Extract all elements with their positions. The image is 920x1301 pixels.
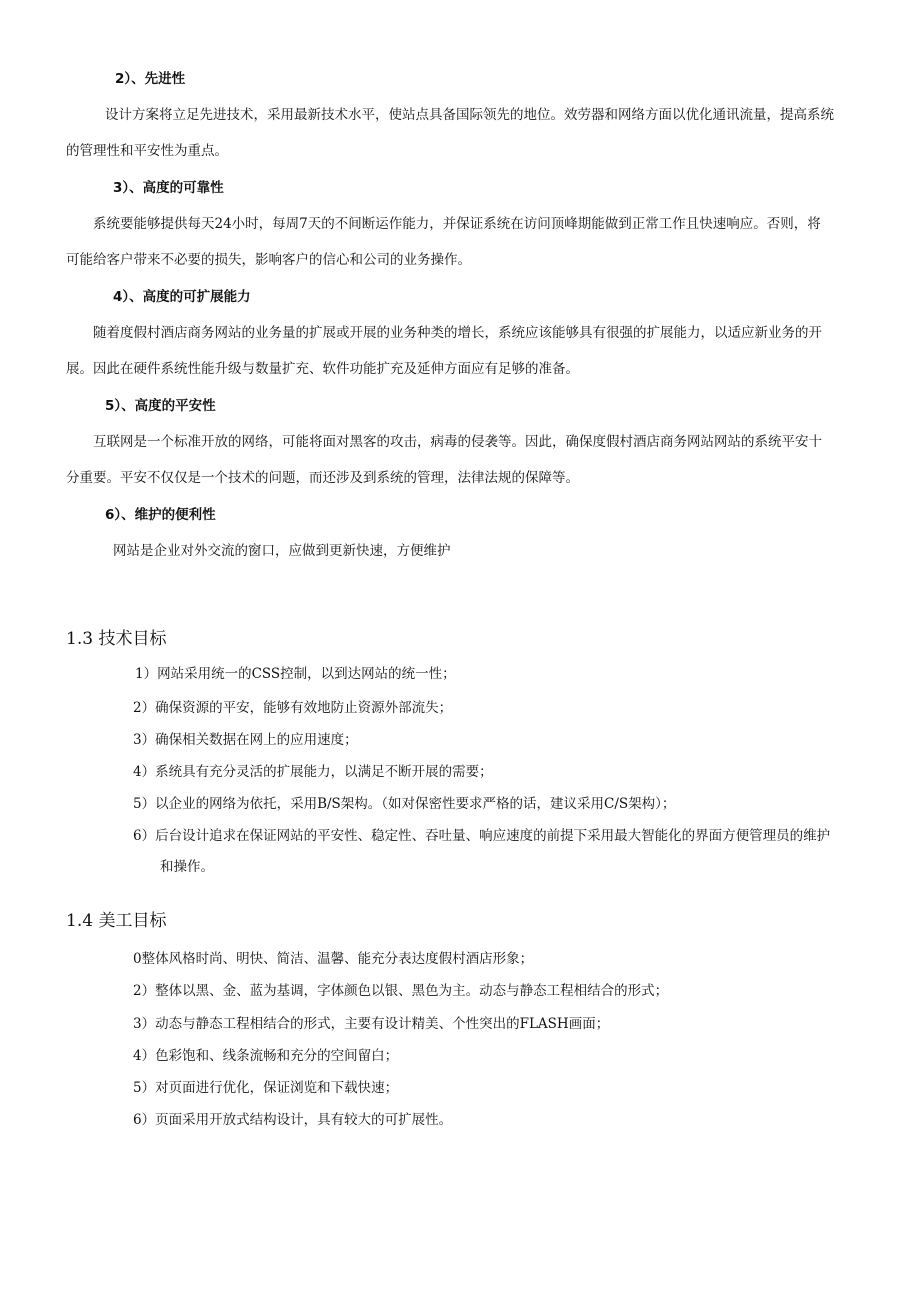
list-item: 5）以企业的网络为依托，采用B/S架构。（如对保密性要求严格的话，建议采用C/S架构）； [133, 796, 676, 812]
list-item: 2）确保资源的平安，能够有效地防止资源外部流失； [133, 700, 453, 716]
paragraph-line: 的管理性和平安性为重点。 [66, 143, 228, 159]
paragraph-line: 设计方案将立足先进技术，采用最新技术水平，使站点具备国际领先的地位。效劳器和网络方面以优化通讯流量，提高系统 [105, 107, 834, 123]
paragraph-line: 系统要能够提供每天24小时，每周7天的不间断运作能力，并保证系统在访问顶峰期能做到正常工作且快速响应。否则，将 [93, 216, 821, 232]
list-item: 3）动态与静态工程相结合的形式，主要有设计精美、个性突出的FLASH画面； [133, 1016, 610, 1032]
item-heading-security: 5）、高度的平安性 [105, 398, 216, 414]
list-item: 6）页面采用开放式结构设计，具有较大的可扩展性。 [133, 1112, 453, 1128]
list-item: 1）网站采用统一的CSS控制，以到达网站的统一性； [135, 666, 456, 682]
list-item: 4）系统具有充分灵活的扩展能力，以满足不断开展的需要； [133, 764, 493, 780]
list-item-continuation: 和操作。 [160, 859, 214, 875]
paragraph-line: 互联网是一个标准开放的网络，可能将面对黑客的攻击，病毒的侵袭等。因此，确保度假村酒店商务网站网站的系统平安十 [93, 434, 822, 450]
paragraph-line: 网站是企业对外交流的窗口，应做到更新快速，方便维护 [113, 543, 451, 559]
list-item: 6）后台设计追求在保证网站的平安性、稳定性、吞吐量、响应速度的前提下采用最大智能化的界面方便管理员的维护 [133, 828, 831, 844]
list-item: 2）整体以黑、金、蓝为基调，字体颜色以银、黑色为主。动态与静态工程相结合的形式； [133, 983, 669, 999]
list-item: 3）确保相关数据在网上的应用速度； [133, 732, 358, 748]
item-heading-maintainability: 6）、维护的便利性 [105, 507, 216, 523]
paragraph-line: 展。因此在硬件系统性能升级与数量扩充、软件功能扩充及延伸方面应有足够的准备。 [66, 361, 579, 377]
item-heading-advanced: 2）、先进性 [115, 71, 186, 87]
list-item: 0整体风格时尚、明快、简洁、温馨、能充分表达度假村酒店形象； [133, 951, 534, 967]
list-item: 5）对页面进行优化，保证浏览和下载快速； [133, 1080, 399, 1096]
paragraph-line: 随着度假村酒店商务网站的业务量的扩展或开展的业务种类的增长，系统应该能够具有很强的扩展能力，以适应新业务的开 [93, 325, 822, 341]
item-heading-scalability: 4）、高度的可扩展能力 [113, 289, 251, 305]
section-title-art: 1.4 美工目标 [66, 911, 167, 931]
paragraph-line: 分重要。平安不仅仅是一个技术的问题，而还涉及到系统的管理，法律法规的保障等。 [66, 470, 579, 486]
item-heading-reliability: 3）、高度的可靠性 [113, 180, 224, 196]
list-item: 4）色彩饱和、线条流畅和充分的空间留白； [133, 1048, 399, 1064]
section-title-tech: 1.3 技术目标 [66, 629, 167, 649]
paragraph-line: 可能给客户带来不必要的损失，影响客户的信心和公司的业务操作。 [66, 252, 471, 268]
